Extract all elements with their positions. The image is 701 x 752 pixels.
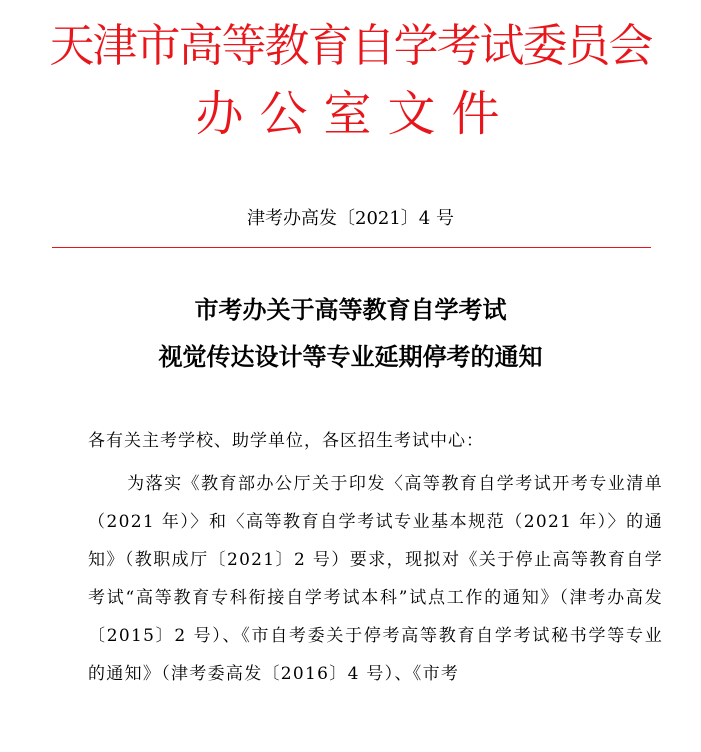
office-document-heading: 办公室文件 xyxy=(195,86,516,142)
notice-title-line-1: 市考办关于高等教育自学考试 xyxy=(194,295,507,324)
issuing-authority-heading: 天津市高等教育自学考试委员会 xyxy=(49,19,652,72)
body-paragraph: 为落实《教育部办公厅关于印发〈高等教育自学考试开考专业清单（2021 年）〉和〈高等教育自学考试专业基本规范（2021 年）〉的通知》（教职成厅〔2021〕2 号）要求，现拟对《关于停止高等教育自学考试“高等教育专科衔接自学考试本科”试点工作的通知》（津考办高发〔2015〕2 号）、《市自考委关于停考高等教育自学考试秘书学等专业的通知》（津考委高发〔2016〕4 号）、《市考 xyxy=(88,474,663,684)
red-divider-line xyxy=(52,247,651,248)
document-number: 津考办高发〔2021〕4 号 xyxy=(247,208,454,229)
salutation: 各有关主考学校、助学单位，各区招生考试中心： xyxy=(88,431,484,451)
notice-title-line-2: 视觉传达设计等专业延期停考的通知 xyxy=(158,342,543,371)
